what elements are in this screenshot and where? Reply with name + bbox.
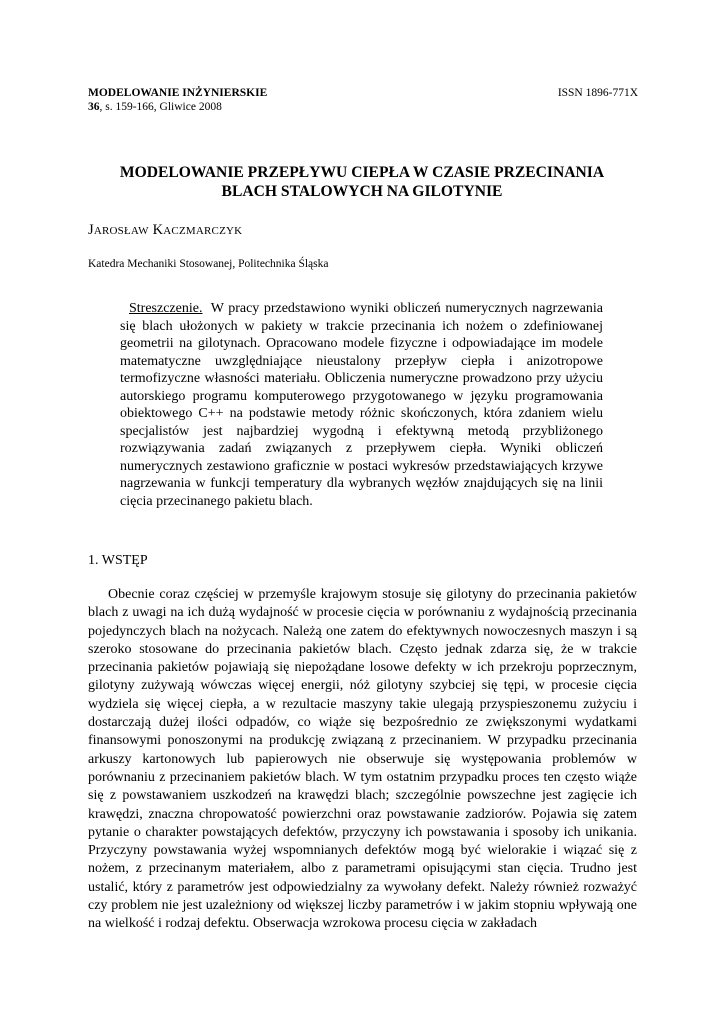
affiliation: Katedra Mechaniki Stosowanej, Politechnika Śląska xyxy=(88,258,329,270)
journal-name: MODELOWANIE INŻYNIERSKIE xyxy=(88,87,268,99)
abstract-label: Streszczenie. xyxy=(129,301,203,316)
issn: ISSN 1896-771X xyxy=(557,87,638,99)
running-header xyxy=(88,86,638,114)
author-name xyxy=(88,222,242,239)
abstract-text: W pracy przedstawiono wyniki obliczeń numerycznych nagrzewania się blach ułożonych w pakiety w trakcie przecinania ich nożem o zdefiniowanej geometrii na gilotynach. Opracowano modele fizyczne i odpowiadające im modele matematyczne uwzględniające nieustalony przepływ ciepła i anizotropowe termofizyczne własności materiału. Obliczenia numeryczne prowadzono przy użyciu autorskiego programu komputerowego przygotowanego w języku programowania obiektowego C++ na podstawie metody różnic skończonych, która zdaniem wielu specjalistów jest najbardziej wygodną i efektywną metodą przybliżonego rozwiązywania zadań związanych z przepływem ciepła. Wyniki obliczeń numerycznych zestawiono graficznie w postaci wykresów przedstawiających krzywe nagrzewania w funkcji temperatury dla wybranych węzłów znajdujących się na linii cięcia przecinanego pakietu blach. xyxy=(120,301,603,509)
volume-number: 36 xyxy=(88,101,100,113)
pages-info: , s. 159-166, Gliwice 2008 xyxy=(99,101,222,113)
author-first-rest: AROSŁAW xyxy=(93,225,149,237)
abstract xyxy=(120,300,603,510)
title-line-2: BLACH STALOWYCH NA GILOTYNIE xyxy=(221,183,503,200)
author-first-initial: J xyxy=(88,222,94,238)
title-line-1: MODELOWANIE PRZEPŁYWU CIEPŁA W CZASIE PRZECINANIA xyxy=(119,164,605,181)
paper-title xyxy=(60,163,664,201)
body-text: Obecnie coraz częściej w przemyśle krajowym stosuje się gilotyny do przecinania pakietów blach z uwagi na ich dużą wydajność w procesie cięcia w porównaniu z wydajnością przecinania pojedynczych blach na nożycach. Należą one zatem do efektywnych nowoczesnych maszyn i są szeroko stosowane do przecinania pakietów blach. Często jednak zdarza się, że w trakcie przecinania pakietów pojawiają się niepożądane losowe defekty w ich przekroju poprzecznym, gilotyny zużywają wówczas więcej energii, nóż gilotyny szybciej się tępi, w procesie cięcia wydziela się więcej ciepła, a w rezultacie maszyny takie ulegają przyspieszonemu zużyciu i dostarczają dużej ilości odpadów, co wiąże się bezpośrednio ze zwiększonymi wydatkami finansowymi ponoszonymi na produkcję związaną z przecinaniem. W przypadku przecinania arkuszy kartonowych lub papierowych nie obserwuje się występowania problemów w porównaniu z przecinaniem pakietów blach. W tym ostatnim przypadku proces ten często wiąże się z powstawaniem uszkodzeń na krawędzi blach; szczególnie powszechne jest zagięcie ich krawędzi, znaczna chropowatość powierzchni oraz powstawanie zadziorów. Pojawia się zatem pytanie o charakter powstających defektów, przyczyny ich powstawania i sposoby ich unikania. Przyczyny powstawania wyżej wspomnianych defektów mogą być wielorakie i wiązać się z nożem, z przecinanym materiałem, albo z parametrami opisującymi stan cięcia. Trudno jest ustalić, który z parametrów jest odpowiedzialny za wywołany defekt. Należy również rozważyć czy problem nie jest uzależniony od większej liczby parametrów i w jakim stopniu wpływają one na wielkość i rodzaj defektu. Obserwacja wzrokowa procesu cięcia w zakładach xyxy=(88,587,637,932)
author-last-initial: K xyxy=(152,222,164,238)
author-last-rest: ACZMARCZYK xyxy=(163,225,243,237)
body-paragraph xyxy=(88,586,637,934)
section-heading: 1. WSTĘP xyxy=(88,553,148,568)
